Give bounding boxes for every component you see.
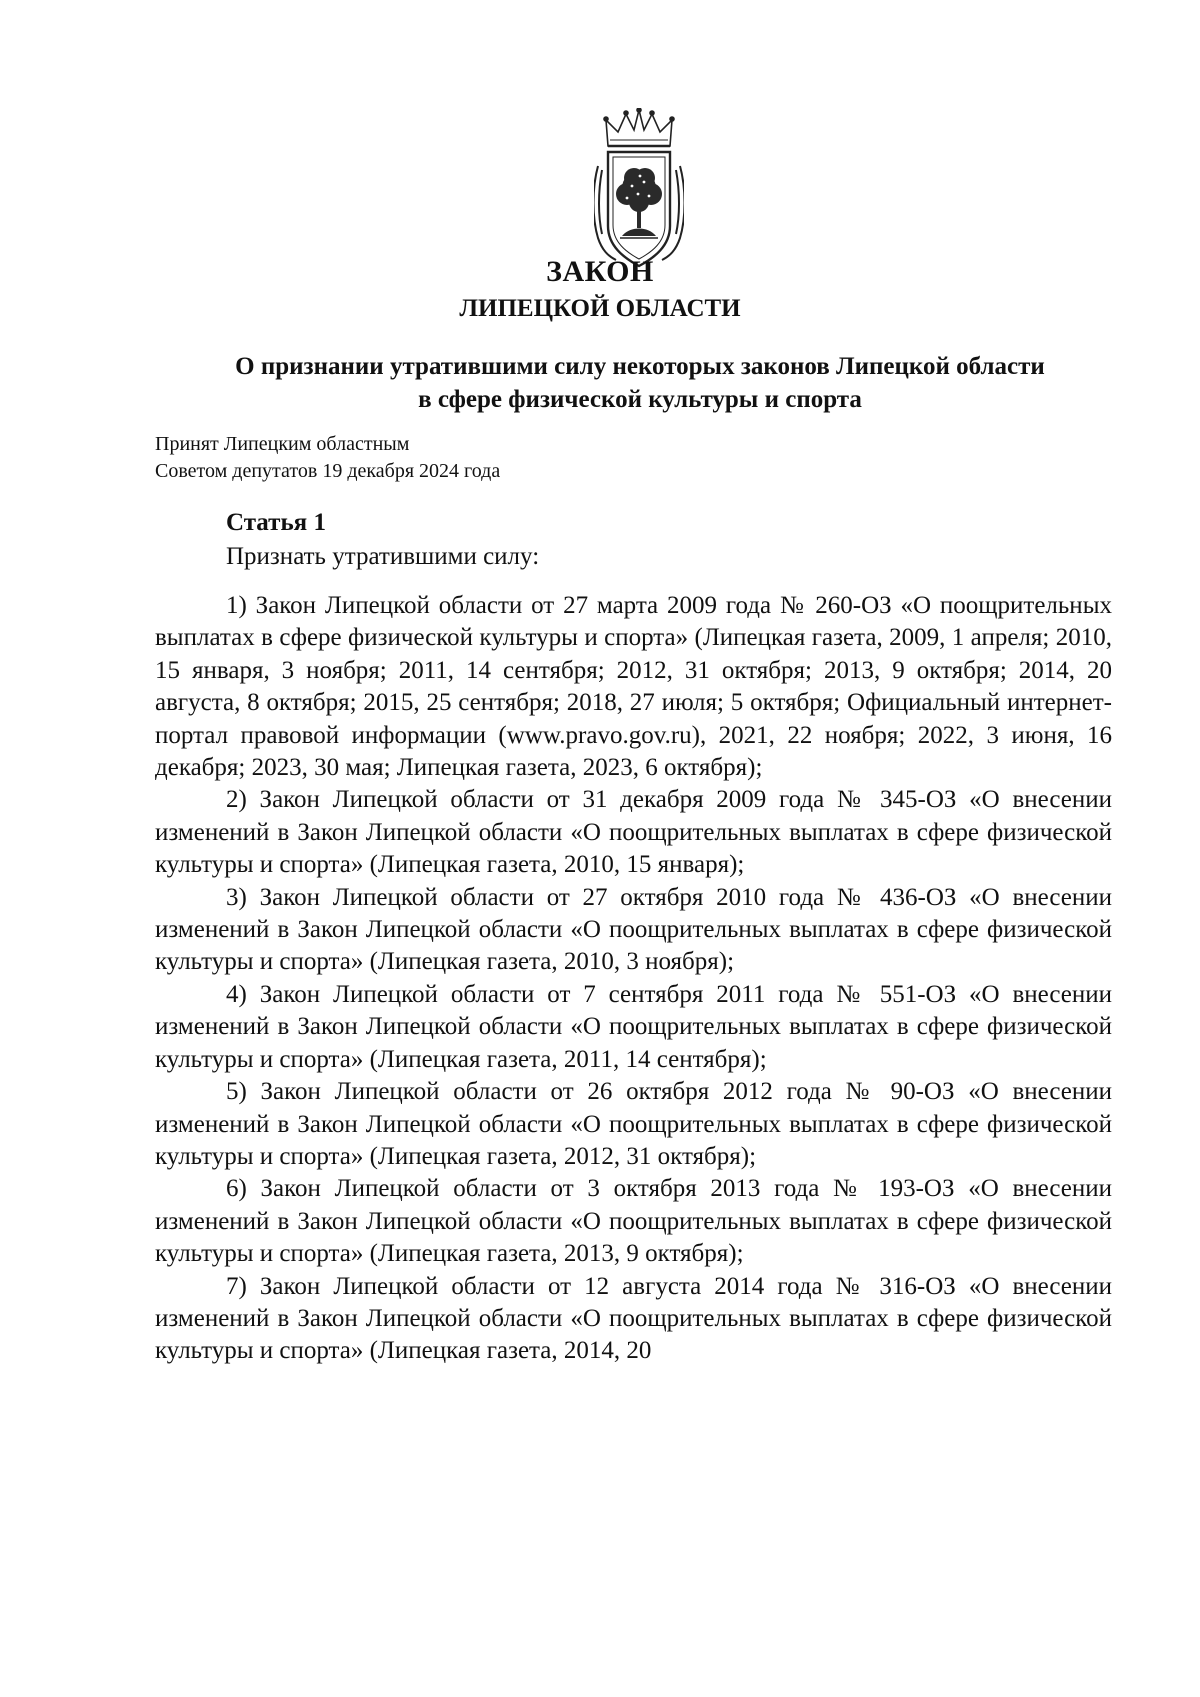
article-item-3: 3) Закон Липецкой области от 27 октября 2010 года № 436-ОЗ «О внесении изменений в Закон Липецкой области «О поощрительных выплатах в сфере физической культуры и спорта» (Липецкая газета, 2010, 3 ноября); <box>155 883 1112 976</box>
document-title: ЗАКОН <box>546 255 654 288</box>
law-subject-line-1: О признании утратившими силу некоторых законов Липецкой области <box>235 353 1045 380</box>
coat-of-arms-icon <box>594 108 684 270</box>
article-item-6: 6) Закон Липецкой области от 3 октября 2013 года № 193-ОЗ «О внесении изменений в Закон Липецкой области «О поощрительных выплатах в сфере физической культуры и спорта» (Липецкая газета, 2013, 9 октября); <box>155 1175 1112 1268</box>
article-intro: Признать утратившими силу: <box>226 543 540 570</box>
adoption-note <box>155 431 855 485</box>
article-items <box>155 590 1112 1368</box>
adoption-note-line-1: Принят Липецким областным <box>155 433 410 455</box>
article-item-5: 5) Закон Липецкой области от 26 октября 2012 года № 90-ОЗ «О внесении изменений в Закон Липецкой области «О поощрительных выплатах в сфере физической культуры и спорта» (Липецкая газета, 2012, 31 октября); <box>155 1078 1112 1170</box>
article-title: Статья 1 <box>226 509 326 536</box>
adoption-note-line-2: Советом депутатов 19 декабря 2024 года <box>155 460 501 482</box>
article-item-7: 7) Закон Липецкой области от 12 августа 2014 года № 316-ОЗ «О внесении изменений в Закон Липецкой области «О поощрительных выплатах в сфере физической культуры и спорта» (Липецкая газета, 2014, 20 <box>155 1272 1112 1365</box>
article-item-2: 2) Закон Липецкой области от 31 декабря 2009 года № 345-ОЗ «О внесении изменений в Закон Липецкой области «О поощрительных выплатах в сфере физической культуры и спорта» (Липецкая газета, 2010, 15 января); <box>155 786 1112 879</box>
law-subject <box>150 350 1130 416</box>
document-region: ЛИПЕЦКОЙ ОБЛАСТИ <box>459 295 741 322</box>
article-item-1: 1) Закон Липецкой области от 27 марта 2009 года № 260-ОЗ «О поощрительных выплатах в сфере физической культуры и спорта» (Липецкая газета, 2009, 1 апреля; 2010, 15 января, 3 ноября; 2011, 14 сентября; 2012, 31 октября; 2013, 9 октября; 2014, 20 августа, 8 октября; 2015, 25 сентября; 2018, 27 июля; 5 октября; Официальный интернет-портал правовой информации (www.pravo.gov.ru), 2021, 22 ноября; 2022, 3 июня, 16 декабря; 2023, 30 мая; Липецкая газета, 2023, 6 октября); <box>155 592 1112 782</box>
article-item-4: 4) Закон Липецкой области от 7 сентября 2011 года № 551-ОЗ «О внесении изменений в Закон Липецкой области «О поощрительных выплатах в сфере физической культуры и спорта» (Липецкая газета, 2011, 14 сентября); <box>155 980 1112 1073</box>
law-subject-line-2: в сфере физической культуры и спорта <box>418 386 862 413</box>
